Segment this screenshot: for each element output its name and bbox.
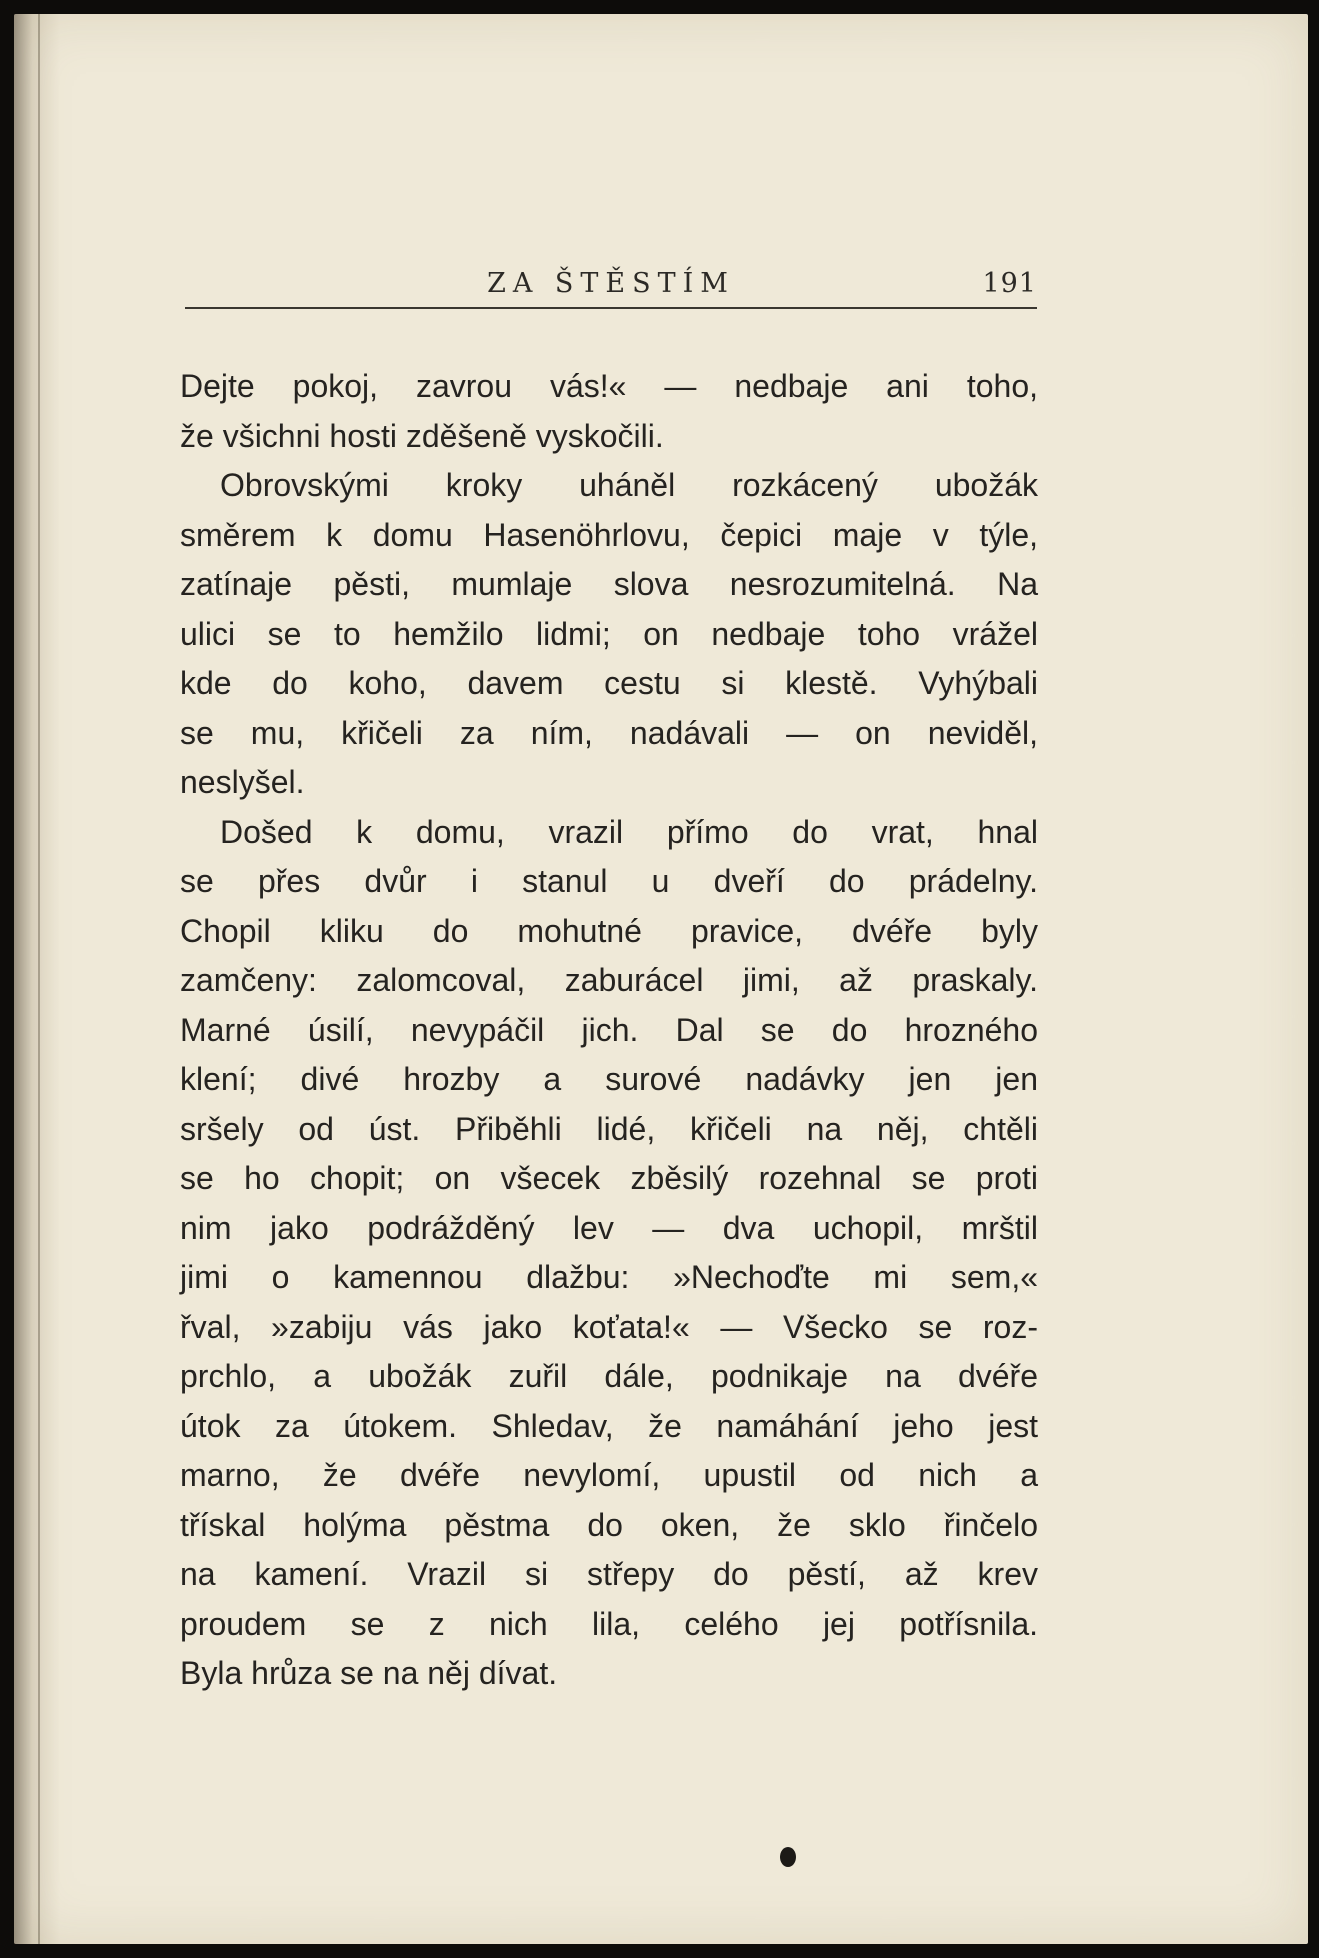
text-line: prchlo, a ubožák zuřil dále, podnikaje na dvéře	[180, 1358, 1038, 1394]
text-line: se přes dvůr i stanul u dveří do prádelny.	[180, 863, 1038, 899]
text-line: že všichni hosti zděšeně vyskočili.	[180, 417, 664, 454]
text-line: řval, »zabiju vás jako koťata!« — Všecko se roz-	[180, 1308, 1038, 1345]
text-line: Byla hrůza se na něj dívat.	[180, 1655, 558, 1691]
body-text	[180, 362, 1038, 1699]
running-head	[185, 266, 1037, 306]
text-line: nim jako podrážděný lev — dva uchopil, mrštil	[180, 1209, 1038, 1246]
running-title: ZA ŠTĚSTÍM	[487, 268, 735, 299]
text-line: Marné úsilí, nevypáčil jich. Dal se do hrozného	[180, 1011, 1038, 1048]
text-line: proudem se z nich lila, celého jej potřísnila.	[180, 1605, 1038, 1642]
paragraph-start-line: Obrovskými kroky uháněl rozkácený ubožák	[220, 467, 1038, 503]
text-line: zamčeny: zalomcoval, zaburácel jimi, až praskaly.	[180, 962, 1038, 998]
page-number: 191	[982, 268, 1037, 299]
text-line: sršely od úst. Přiběhli lidé, křičeli na něj, chtěli	[180, 1110, 1038, 1147]
spine-shadow	[14, 14, 60, 1944]
ink-dot-ornament	[780, 1847, 796, 1867]
paragraph-start-line: Došed k domu, vrazil přímo do vrat, hnal	[220, 813, 1038, 850]
header-rule	[185, 307, 1037, 309]
text-line: se mu, křičeli za ním, nadávali — on neviděl,	[180, 714, 1038, 751]
text-line: ulici se to hemžilo lidmi; on nedbaje toho vrážel	[180, 615, 1038, 652]
text-line: marno, že dvéře nevylomí, upustil od nich a	[180, 1457, 1038, 1493]
text-line: zatínaje pěsti, mumlaje slova nesrozumitelná. Na	[180, 566, 1038, 602]
text-line: Chopil kliku do mohutné pravice, dvéře byly	[180, 912, 1038, 949]
text-line: Dejte pokoj, zavrou vás!« — nedbaje ani toho,	[180, 368, 1038, 404]
text-line: se ho chopit; on všecek zběsilý rozehnal se proti	[180, 1160, 1038, 1196]
text-line: klení; divé hrozby a surové nadávky jen jen	[180, 1061, 1038, 1097]
text-line: jimi o kamennou dlažbu: »Nechoďte mi sem,«	[180, 1259, 1038, 1295]
spine-line	[38, 14, 40, 1944]
text-line: kde do koho, davem cestu si klestě. Vyhýbali	[180, 665, 1038, 701]
text-line: útok za útokem. Shledav, že namáhání jeho jest	[180, 1407, 1038, 1444]
text-line: třískal holýma pěstma do oken, že sklo řinčelo	[180, 1506, 1038, 1543]
text-line: na kamení. Vrazil si střepy do pěstí, až krev	[180, 1556, 1038, 1592]
text-line: směrem k domu Hasenöhrlovu, čepici maje v týle,	[180, 516, 1038, 553]
text-line: neslyšel.	[180, 764, 305, 800]
